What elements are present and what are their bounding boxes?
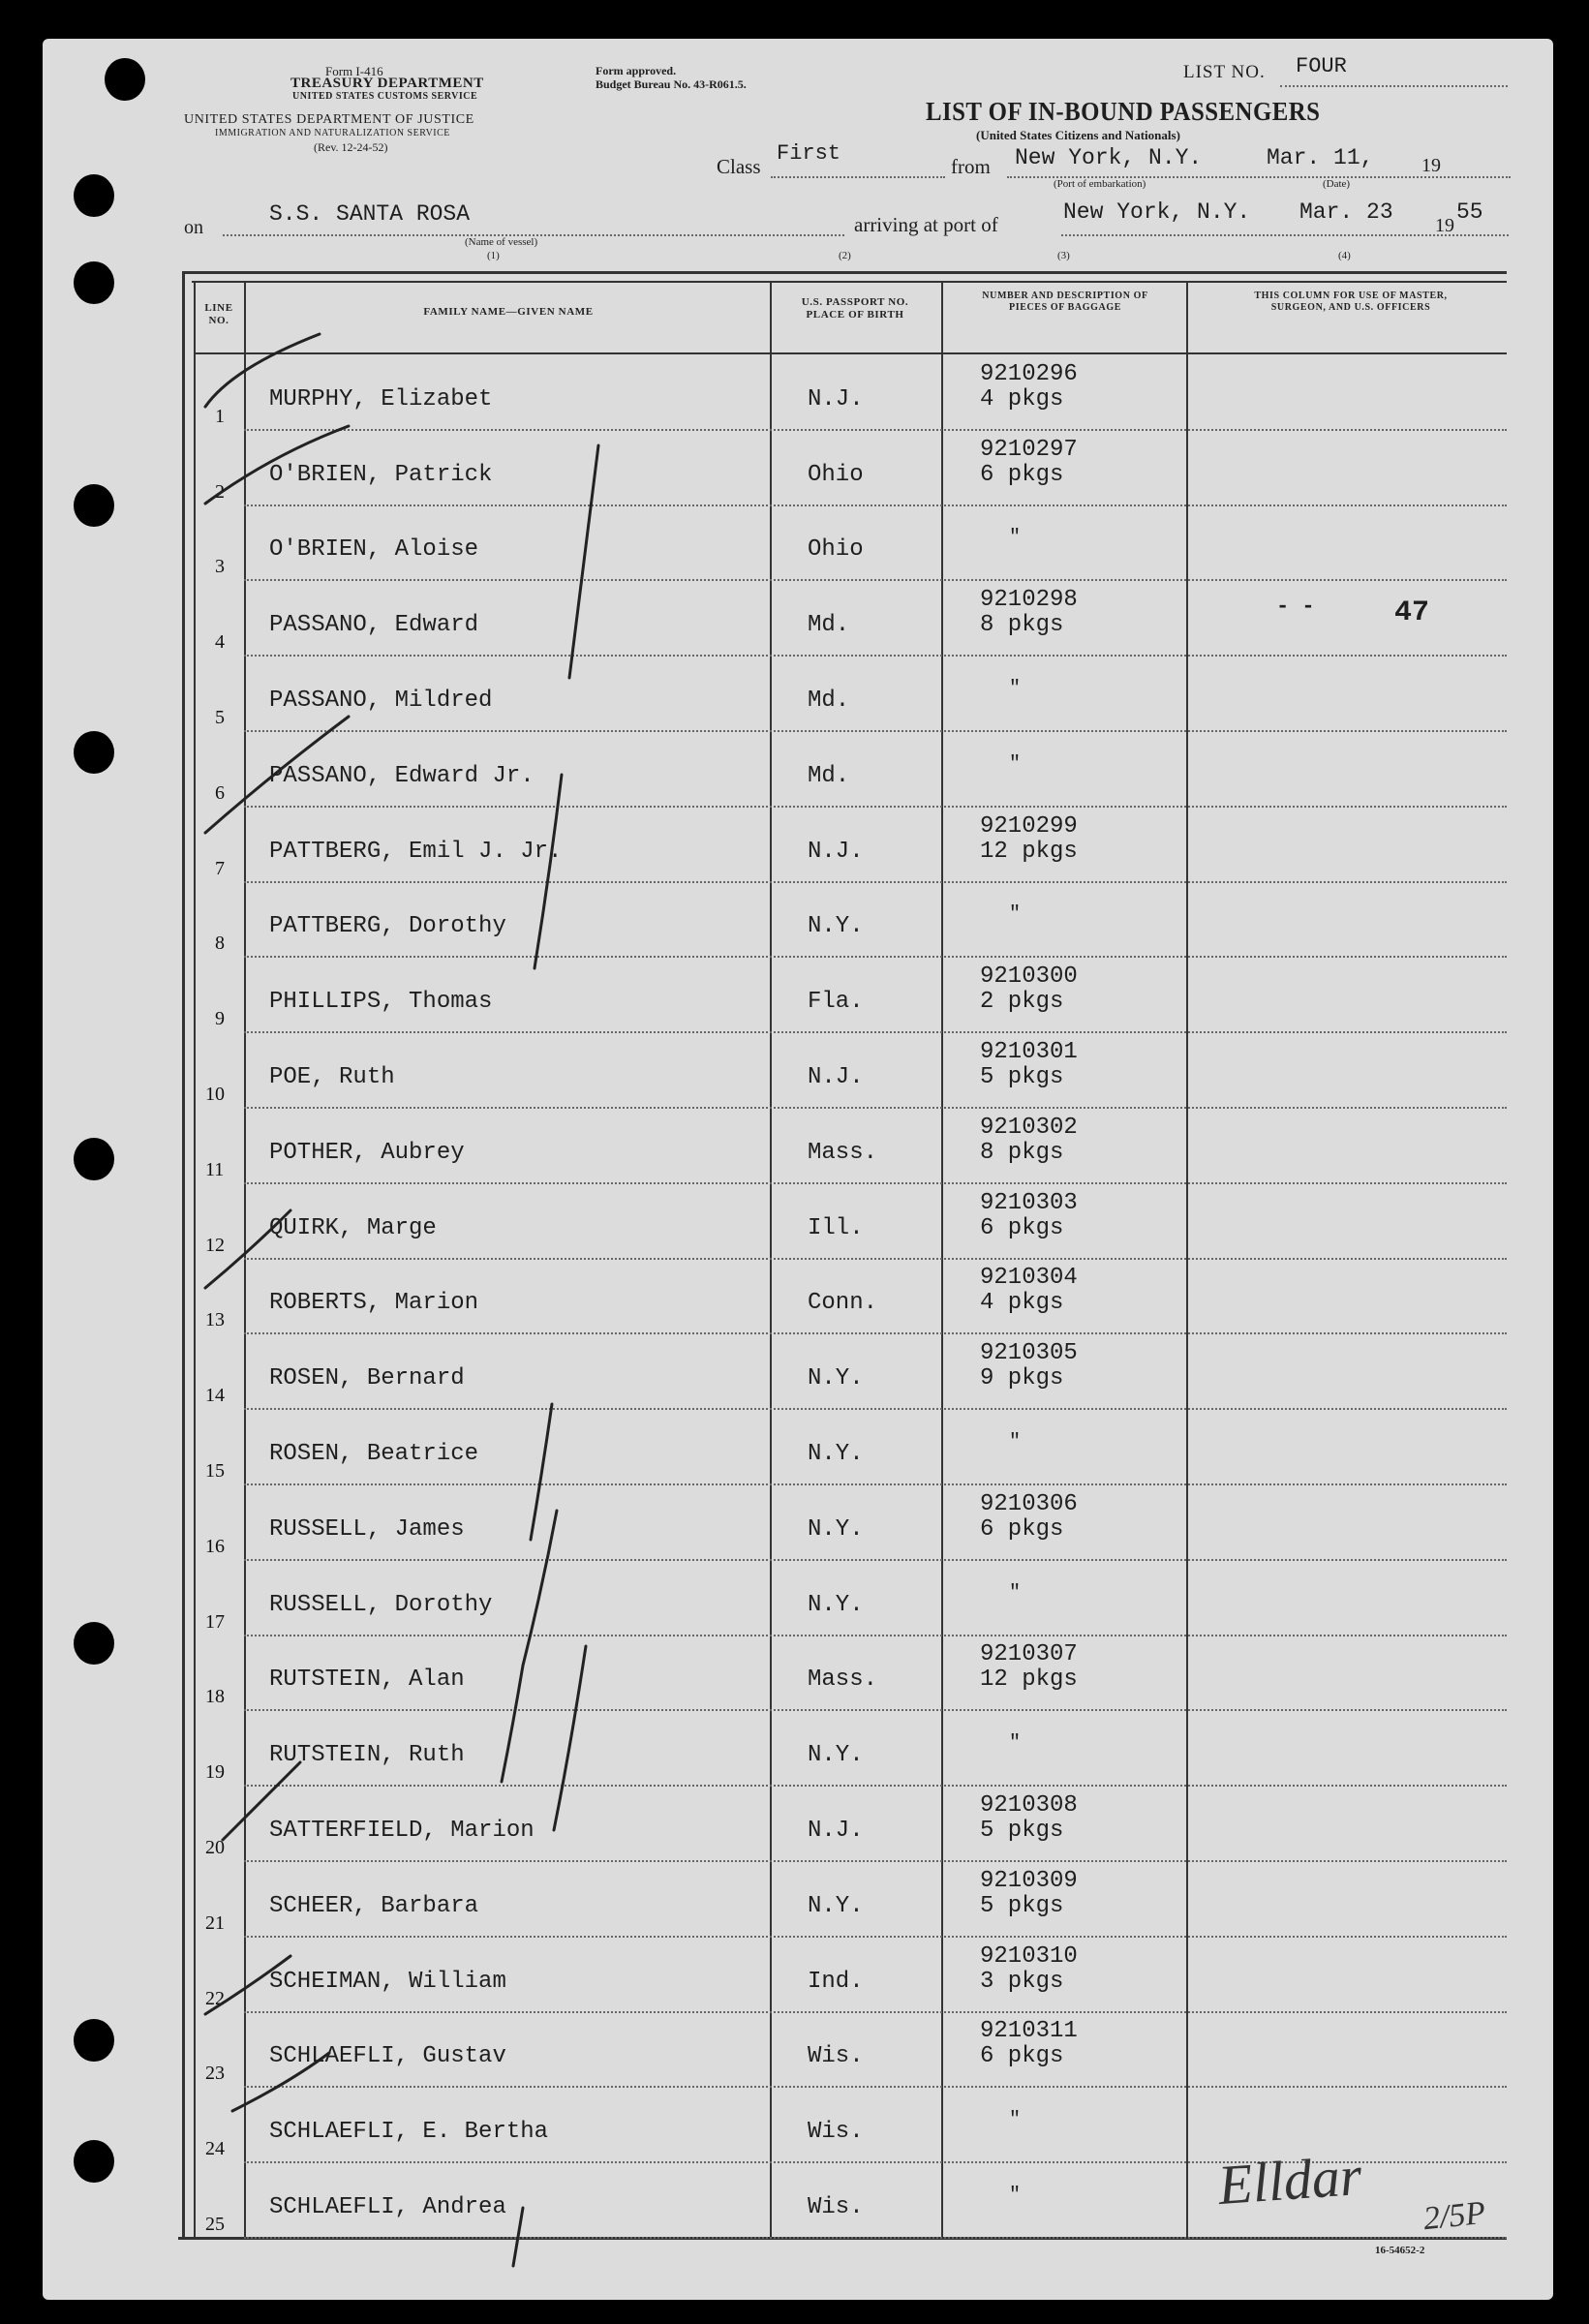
baggage-number: 9210304: [980, 1265, 1078, 1292]
signature-note: 2/5P: [1421, 2194, 1487, 2238]
place-of-birth: Conn.: [808, 1290, 878, 1317]
baggage-pieces: 9 pkgs: [980, 1365, 1064, 1392]
passenger-name: ROBERTS, Marion: [269, 1290, 479, 1317]
passenger-name: PATTBERG, Dorothy: [269, 913, 506, 940]
baggage-pieces: 8 pkgs: [980, 1139, 1064, 1166]
header-passport: U.S. PASSPORT NO. PLACE OF BIRTH: [801, 296, 909, 321]
col4-number: (4): [1338, 250, 1351, 261]
place-of-birth: N.J.: [808, 1064, 864, 1090]
arrival-port: New York, N.Y.: [1063, 199, 1251, 225]
tall-stroke: [531, 1404, 552, 1540]
place-of-birth: N.Y.: [808, 1441, 864, 1467]
port-caption: (Port of embarkation): [1054, 178, 1146, 190]
line-number: 25: [205, 2214, 225, 2235]
passenger-name: SATTERFIELD, Marion: [269, 1818, 535, 1844]
place-of-birth: N.Y.: [808, 1591, 864, 1618]
footer-code: 16-54652-2: [1375, 2245, 1425, 2256]
ditto-mark: ": [1009, 903, 1022, 927]
line-number: 22: [205, 1987, 225, 2009]
baggage-pieces: 2 pkgs: [980, 989, 1064, 1016]
from-label: from: [951, 155, 991, 178]
passenger-name: MURPHY, Elizabet: [269, 385, 493, 413]
col3-number: (3): [1057, 250, 1070, 261]
baggage-pieces: 6 pkgs: [980, 461, 1064, 488]
class-label: Class: [717, 155, 761, 178]
baggage-number: 9210309: [980, 1867, 1078, 1894]
line-number: 18: [205, 1686, 225, 1708]
from-date: Mar. 11,: [1267, 145, 1374, 170]
place-of-birth: N.Y.: [808, 1365, 864, 1392]
arrival-date: Mar. 23: [1299, 199, 1393, 225]
date-caption: (Date): [1323, 178, 1351, 190]
justice-dept: UNITED STATES DEPARTMENT OF JUSTICE: [184, 112, 474, 127]
customs-service: UNITED STATES CUSTOMS SERVICE: [292, 91, 478, 102]
line-number: 4: [215, 631, 225, 654]
line-number: 1: [215, 405, 225, 427]
baggage-pieces: 8 pkgs: [980, 612, 1064, 639]
line-number: 8: [215, 933, 225, 955]
check-mark: [223, 1762, 300, 1840]
passenger-name: RUSSELL, Dorothy: [269, 1591, 493, 1618]
baggage-pieces: 6 pkgs: [980, 1515, 1064, 1543]
signature: Elldar: [1215, 2143, 1364, 2217]
passenger-name: RUSSELL, James: [269, 1515, 465, 1543]
baggage-pieces: 4 pkgs: [980, 1290, 1064, 1317]
line-number: 7: [215, 857, 225, 879]
place-of-birth: Md.: [808, 612, 850, 639]
arrival-year-prefix: 19: [1435, 215, 1454, 236]
place-of-birth: Mass.: [808, 1667, 878, 1694]
line-number: 13: [205, 1309, 225, 1331]
from-year-prefix: 19: [1421, 155, 1441, 176]
place-of-birth: Md.: [808, 688, 850, 714]
line-number: 2: [215, 480, 225, 503]
place-of-birth: N.J.: [808, 1818, 864, 1844]
place-of-birth: Ind.: [808, 1968, 864, 1995]
place-of-birth: Wis.: [808, 2043, 864, 2070]
form-approved: Form approved.: [596, 64, 677, 77]
line-number: 6: [215, 781, 225, 804]
check-mark: [205, 1210, 290, 1288]
treasury-dept: TREASURY DEPARTMENT: [290, 76, 484, 91]
baggage-pieces: 3 pkgs: [980, 1968, 1064, 1995]
line-number: 21: [205, 1911, 225, 1934]
arriving-label: arriving at port of: [854, 213, 998, 236]
line-number: 24: [205, 2138, 225, 2160]
place-of-birth: N.Y.: [808, 913, 864, 940]
line-number: 14: [205, 1385, 225, 1407]
vessel-caption: (Name of vessel): [465, 236, 538, 248]
place-of-birth: N.J.: [808, 838, 864, 865]
passenger-name: PASSANO, Mildred: [269, 688, 493, 714]
passenger-name: O'BRIEN, Aloise: [269, 536, 479, 564]
line-number: 5: [215, 707, 225, 728]
place-of-birth: Md.: [808, 762, 850, 789]
tall-stroke: [523, 1511, 557, 1666]
form-revision: (Rev. 12-24-52): [314, 140, 388, 154]
baggage-pieces: 5 pkgs: [980, 1892, 1064, 1919]
ditto-mark: ": [1009, 678, 1022, 700]
col2-number: (2): [839, 250, 851, 261]
list-title: LIST OF IN-BOUND PASSENGERS: [926, 97, 1321, 126]
list-no-value: FOUR: [1296, 54, 1347, 78]
immigration-service: IMMIGRATION AND NATURALIZATION SERVICE: [215, 128, 450, 138]
col1-number: (1): [487, 250, 500, 261]
baggage-pieces: 6 pkgs: [980, 1214, 1064, 1241]
line-number: 3: [215, 556, 225, 578]
passenger-name: SCHEIMAN, William: [269, 1968, 506, 1995]
baggage-number: 9210303: [980, 1189, 1078, 1216]
check-mark: [232, 2053, 329, 2111]
ditto-mark: ": [1009, 2185, 1022, 2207]
tall-stroke: [513, 2208, 523, 2266]
check-mark: [205, 1956, 290, 2014]
place-of-birth: Ohio: [808, 536, 864, 564]
line-number: 20: [205, 1837, 225, 1858]
line-number: 15: [205, 1460, 225, 1482]
arrival-year: 55: [1456, 199, 1483, 225]
baggage-pieces: 6 pkgs: [980, 2043, 1064, 2070]
baggage-number: 9210306: [980, 1490, 1078, 1517]
officer-dash-mark: - -: [1276, 595, 1315, 619]
ditto-mark: ": [1009, 1431, 1022, 1453]
passenger-name: POE, Ruth: [269, 1064, 395, 1090]
line-number: 19: [205, 1761, 225, 1784]
place-of-birth: Fla.: [808, 989, 864, 1016]
list-no-label: LIST NO.: [1183, 62, 1266, 82]
baggage-number: 9210310: [980, 1942, 1078, 1970]
place-of-birth: Wis.: [808, 2194, 864, 2220]
baggage-number: 9210305: [980, 1340, 1078, 1367]
passenger-name: PHILLIPS, Thomas: [269, 989, 493, 1016]
baggage-number: 9210298: [980, 587, 1078, 614]
passenger-name: ROSEN, Beatrice: [269, 1441, 479, 1467]
passenger-name: SCHLAEFLI, Gustav: [269, 2043, 506, 2070]
line-number: 17: [205, 1610, 225, 1633]
passenger-name: PATTBERG, Emil J. Jr.: [269, 838, 563, 865]
baggage-pieces: 5 pkgs: [980, 1818, 1064, 1844]
passenger-name: PASSANO, Edward: [269, 612, 479, 639]
from-port: New York, N.Y.: [1015, 145, 1203, 170]
passenger-name: SCHLAEFLI, Andrea: [269, 2194, 506, 2220]
officer-annotation: 47: [1394, 596, 1430, 629]
passenger-name: SCHEER, Barbara: [269, 1892, 479, 1919]
budget-bureau: Budget Bureau No. 43-R061.5.: [596, 77, 747, 91]
ditto-mark: ": [1009, 752, 1022, 776]
vessel-name: S.S. SANTA ROSA: [269, 201, 471, 227]
form-id: Form I-416: [325, 64, 383, 78]
line-number: 16: [205, 1535, 225, 1557]
ditto-mark: ": [1009, 1732, 1022, 1756]
passenger-name: SCHLAEFLI, E. Bertha: [269, 2119, 549, 2146]
passenger-name: ROSEN, Bernard: [269, 1365, 465, 1392]
place-of-birth: N.Y.: [808, 1892, 864, 1919]
passenger-name: POTHER, Aubrey: [269, 1139, 465, 1166]
baggage-number: 9210307: [980, 1641, 1078, 1668]
baggage-number: 9210296: [980, 360, 1078, 387]
check-mark: [205, 717, 349, 833]
ditto-mark: ": [1009, 1581, 1022, 1605]
passenger-name: RUTSTEIN, Ruth: [269, 1742, 465, 1769]
baggage-pieces: 12 pkgs: [980, 838, 1078, 865]
place-of-birth: N.Y.: [808, 1515, 864, 1543]
baggage-number: 9210300: [980, 963, 1078, 991]
tall-stroke: [569, 445, 598, 678]
baggage-number: 9210297: [980, 436, 1078, 463]
place-of-birth: Wis.: [808, 2119, 864, 2146]
baggage-pieces: 12 pkgs: [980, 1667, 1078, 1694]
baggage-pieces: 4 pkgs: [980, 385, 1064, 413]
baggage-number: 9210299: [980, 812, 1078, 840]
baggage-number: 9210308: [980, 1792, 1078, 1819]
passenger-name: QUIRK, Marge: [269, 1214, 437, 1241]
line-number: 10: [205, 1084, 225, 1105]
header-name: FAMILY NAME—GIVEN NAME: [423, 306, 594, 318]
check-mark: [205, 334, 320, 407]
line-number: 12: [205, 1234, 225, 1256]
baggage-number: 9210301: [980, 1039, 1078, 1065]
header-line-no: LINE NO.: [204, 302, 233, 326]
ditto-mark: ": [1009, 2109, 1022, 2132]
line-number: 11: [205, 1158, 225, 1180]
baggage-number: 9210302: [980, 1114, 1078, 1141]
passenger-name: O'BRIEN, Patrick: [269, 461, 493, 488]
list-subtitle: (United States Citizens and Nationals): [976, 128, 1180, 142]
place-of-birth: N.Y.: [808, 1742, 864, 1769]
line-number: 23: [205, 2063, 225, 2085]
place-of-birth: N.J.: [808, 385, 864, 413]
class-value: First: [777, 141, 841, 166]
header-baggage: NUMBER AND DESCRIPTION OF PIECES OF BAGGAGE: [982, 290, 1148, 313]
passenger-name: RUTSTEIN, Alan: [269, 1667, 465, 1694]
on-label: on: [184, 217, 203, 238]
tall-stroke: [535, 775, 562, 968]
baggage-pieces: 5 pkgs: [980, 1064, 1064, 1090]
line-number: 9: [215, 1008, 225, 1030]
tall-stroke: [502, 1666, 523, 1782]
passenger-name: PASSANO, Edward Jr.: [269, 762, 535, 789]
tall-stroke: [554, 1646, 586, 1830]
header-officers: THIS COLUMN FOR USE OF MASTER, SURGEON, AND U.S. OFFICERS: [1254, 290, 1448, 313]
place-of-birth: Mass.: [808, 1139, 878, 1166]
ditto-mark: ": [1009, 527, 1022, 550]
place-of-birth: Ohio: [808, 461, 864, 488]
check-mark: [205, 426, 349, 504]
place-of-birth: Ill.: [808, 1214, 864, 1241]
baggage-number: 9210311: [980, 2018, 1078, 2045]
